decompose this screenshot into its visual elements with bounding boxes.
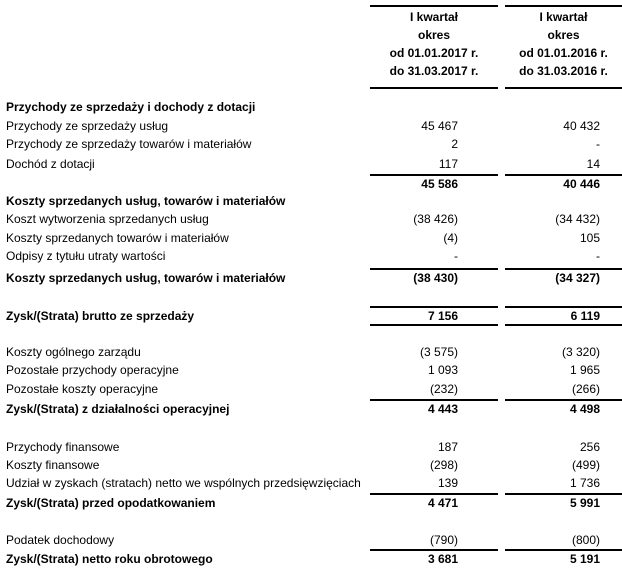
row-label: Przychody finansowe (6, 440, 120, 454)
col1-line3: od 01.01.2017 r. (389, 46, 479, 60)
row-value-2016: 1 965 (569, 363, 600, 377)
row-label: Zysk/(Strata) netto roku obrotowego (6, 552, 213, 566)
row-label: Zysk/(Strata) z działalności operacyjnej (6, 402, 230, 416)
table-row (0, 476, 622, 494)
row-label: Koszt wytworzenia sprzedanych usług (6, 212, 209, 226)
row-label: Udział w zyskach (stratach) netto we wspólnych przedsięwzięciach (6, 476, 361, 490)
rule-gross-top-col2 (505, 306, 622, 308)
table-row (0, 119, 622, 137)
row-value-2016: (800) (571, 533, 600, 547)
row-value-2016: 6 119 (570, 309, 600, 323)
row-value-2016: (3 320) (561, 345, 600, 359)
rule-costs-col1 (370, 268, 498, 270)
row-value-2017: 2 (451, 137, 458, 151)
row-value-2017: (4) (443, 231, 458, 245)
row-value-2016: (34 432) (555, 212, 600, 226)
row-label: Zysk/(Strata) brutto ze sprzedaży (6, 309, 195, 323)
table-row (0, 382, 622, 400)
row-value-2017: (3 575) (419, 345, 458, 359)
table-row (0, 402, 622, 420)
table-row (0, 100, 622, 118)
row-value-2017: (298) (429, 458, 458, 472)
row-value-2017: 4 471 (427, 496, 458, 510)
table-row (0, 194, 622, 212)
rule-header-col2 (505, 87, 622, 89)
row-label: Pozostałe przychody operacyjne (6, 363, 179, 377)
row-label: Koszty sprzedanych usług, towarów i materiałów (6, 271, 286, 285)
table-row (0, 212, 622, 230)
rule-costs-col2 (505, 268, 622, 270)
table-row (0, 552, 622, 570)
column-header-2017 (370, 8, 498, 80)
rule-top-col1 (370, 5, 498, 7)
row-value-2016: 256 (579, 440, 600, 454)
row-value-2016: - (596, 137, 600, 151)
col2-line3: od 01.01.2016 r. (519, 46, 608, 60)
row-value-2017: - (454, 249, 458, 263)
row-value-2017: 187 (437, 440, 458, 454)
row-value-2017: 4 443 (427, 402, 458, 416)
table-row (0, 309, 622, 327)
row-label: Koszty sprzedanych usług, towarów i materiałów (6, 194, 286, 208)
row-value-2017: (38 430) (413, 271, 458, 285)
row-value-2017: (790) (429, 533, 458, 547)
row-value-2017: 45 467 (421, 119, 458, 133)
row-value-2016: 4 498 (569, 402, 600, 416)
row-value-2016: 40 432 (563, 119, 600, 133)
table-row (0, 458, 622, 476)
col2-line2: okres (547, 28, 580, 42)
row-value-2017: 139 (437, 476, 458, 490)
table-row (0, 363, 622, 381)
row-label: Odpisy z tytułu utraty wartości (6, 249, 166, 263)
table-row (0, 137, 622, 155)
row-value-2016: 40 446 (563, 177, 600, 191)
col1-line1: I kwartał (409, 10, 459, 24)
col1-line2: okres (417, 28, 451, 42)
row-value-2017: 117 (438, 157, 458, 171)
row-label: Koszty ogólnego zarządu (6, 345, 141, 359)
col1-line4: do 31.03.2017 r. (389, 64, 479, 78)
row-value-2016: (34 327) (555, 271, 600, 285)
table-row (0, 345, 622, 363)
row-value-2016: (266) (571, 382, 600, 396)
row-label: Podatek dochodowy (6, 533, 115, 547)
row-value-2016: (499) (571, 458, 600, 472)
table-row (0, 496, 622, 514)
rule-gross-top-col1 (370, 306, 498, 308)
table-row (0, 231, 622, 249)
row-value-2016: - (596, 249, 600, 263)
row-value-2017: (232) (429, 382, 458, 396)
rule-header-col1 (370, 87, 498, 89)
row-value-2017: 3 681 (427, 552, 458, 566)
column-header-2016 (505, 8, 622, 80)
row-label: Dochód z dotacji (6, 157, 95, 171)
table-row (0, 177, 622, 195)
row-label: Koszty finansowe (6, 458, 100, 472)
rule-top-col2 (505, 5, 622, 7)
row-label: Pozostałe koszty operacyjne (6, 382, 159, 396)
row-value-2016: 5 991 (569, 496, 600, 510)
col2-line1: I kwartał (539, 10, 588, 24)
table-row (0, 271, 622, 289)
table-row (0, 249, 622, 267)
row-label: Przychody ze sprzedaży i dochody z dotacji (6, 100, 256, 114)
table-row (0, 157, 622, 175)
row-value-2017: (38 426) (413, 212, 458, 226)
table-row (0, 533, 622, 551)
row-value-2016: 1 736 (569, 476, 600, 490)
row-label: Przychody ze sprzedaży usług (6, 119, 169, 133)
row-value-2017: 45 586 (421, 177, 458, 191)
row-label: Przychody ze sprzedaży towarów i materiałów (6, 137, 252, 151)
row-value-2017: 1 093 (427, 363, 458, 377)
row-value-2016: 105 (579, 231, 600, 245)
row-value-2017: 7 156 (427, 309, 458, 323)
row-label: Koszty sprzedanych towarów i materiałów (6, 231, 229, 245)
row-label: Zysk/(Strata) przed opodatkowaniem (6, 496, 216, 510)
col2-line4: do 31.03.2016 r. (519, 64, 608, 78)
row-value-2016: 5 191 (569, 552, 600, 566)
table-row (0, 440, 622, 458)
row-value-2016: 14 (586, 157, 600, 171)
